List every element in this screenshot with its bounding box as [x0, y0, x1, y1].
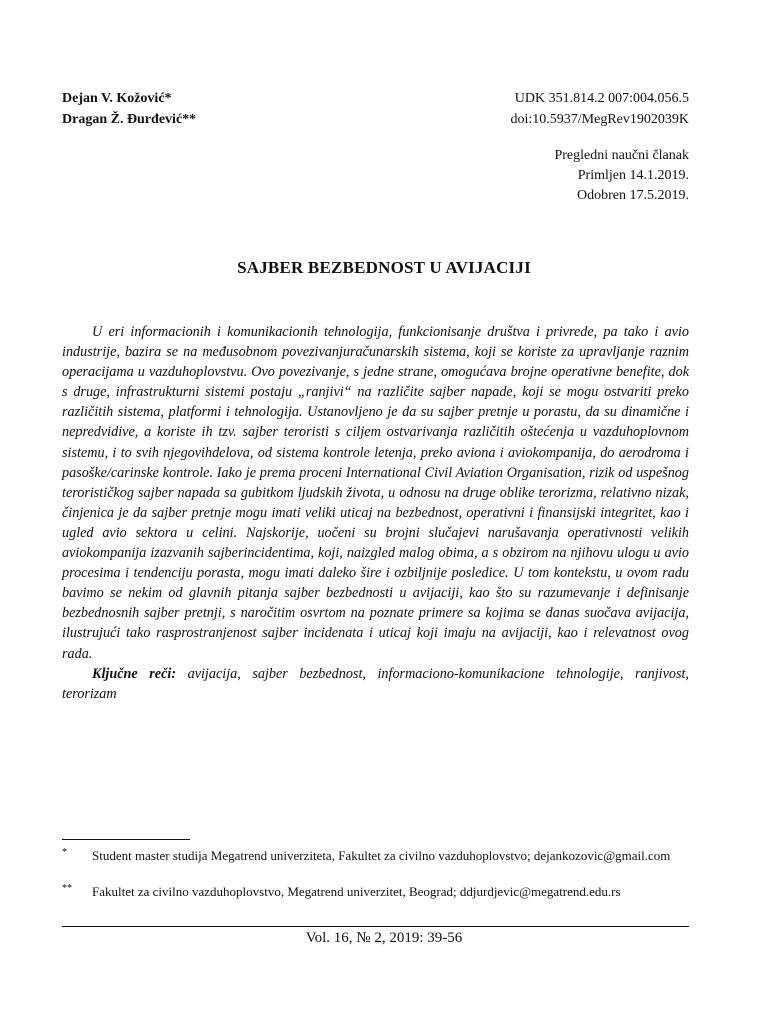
author-1: Dejan V. Kožović* [62, 91, 172, 106]
received-date: Primljen 14.1.2019. [577, 168, 689, 183]
approved-date: Odobren 17.5.2019. [577, 188, 689, 203]
footnote-1 [62, 847, 689, 865]
footnote-1-text: Student master studija Megatrend univerziteta, Fakultet za civilno vazduhoplovstvo; dejankozovic@gmail.com [92, 848, 671, 863]
footnote-divider [62, 839, 190, 840]
keywords-paragraph [62, 664, 689, 704]
footnote-2-text: Fakultet za civilno vazduhoplovstvo, Megatrend univerzitet, Beograd; ddjurdjevic@megatrend.edu.rs [92, 884, 621, 899]
journal-citation: Vol. 16, № 2, 2019: 39-56 [305, 930, 463, 946]
keywords-label: Ključne reči: [92, 665, 177, 682]
author-list [62, 88, 196, 130]
keywords-text: avijacija, sajber bezbednost, informaciono-komunikacione tehnologije, ranjivost, terorizam [62, 665, 689, 702]
author-2: Dragan Ž. Đurđević** [62, 112, 197, 127]
doi: doi:10.5937/MegRev1902039K [510, 112, 689, 127]
classification-block [511, 88, 690, 130]
footnote-1-mark: * [62, 847, 67, 858]
article-type: Pregledni naučni članak [554, 148, 689, 163]
abstract-text: U eri informacionih i komunikacionih tehnologija, funkcionisanje društva i privrede, pa tako i avio industrije, bazira se na međusobnom povezivanjuračunarskih sistema, koji se koriste za upravljanje raznim operacijama u vazduhoplovstvu. Ovo povezivanje, s jedne strane, omogućava brojne operativne benefite, dok s druge, infrastrukturni sistemi postaju „ranjivi“ na različite sajber napade, koji se mogu ostvariti preko različitih sistema, platformi i tehnologija. Ustanovljeno je da su sajber pretnje u porastu, da su dinamične i nepredvidive, a koriste ih tzv. sajber teroristi s ciljem ostvarivanja različitih oštećenja u vazduhoplovnom sistemu, i to svih njegovihdelova, od sistema kontrole letenja, preko aviona i aviokompanija, do aerodroma i pasoške/carinske kontrole. Iako je prema proceni International Civil Aviation Organisation, rizik od uspešnog terorističkog sajber napada sa gubitkom ljudskih života, u odnosu na druge oblike terorizma, relativno nizak, činjenica je da sajber pretnje mogu imati veliki uticaj na bezbednost, operativni i finansijski integritet, kao i ugled avio sektora u celini. Najskorije, uočeni su brojni slučajevi narušavanja operativnosti velikih aviokompanija izazvanih sajberincidentima, koji, naizgled malog obima, a s obzirom na njihovu ulogu u avio procesima i tendenciju porasta, mogu imati daleko šire i ozbiljnije posledice. U tom kontekstu, u ovom radu bavimo se nekim od glavnih pitanja sajber bezbednosti u avijaciji, kao što su razumevanje i definisanje bezbednosnih sajber pretnji, s naročitim osvrtom na poznate primere sa kojima se danas suočava avijacija, ilustrujući tako rasprostranjenost sajber incidenata i uticaj koji imaju na avijaciji, kao i relevatnost ovog rada. [62, 324, 689, 662]
footer-divider [62, 926, 689, 927]
udk-code: UDK 351.814.2 007:004.056.5 [514, 91, 689, 106]
footnote-2-mark: ** [62, 883, 72, 894]
article-meta [554, 146, 689, 206]
footnote-2 [62, 883, 689, 901]
abstract [62, 322, 689, 704]
paper-title: SAJBER BEZBEDNOST U AVIJACIJI [237, 258, 531, 277]
